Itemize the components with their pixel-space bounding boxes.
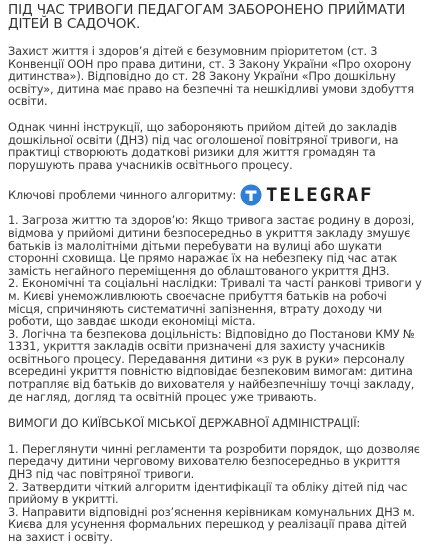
telegraf-logo-icon (240, 184, 262, 206)
demands-heading: ВИМОГИ ДО КИЇВСЬКОЇ МІСЬКОЇ ДЕРЖАВНОЇ АДМІНІСТРАЦІЇ: (8, 416, 360, 431)
list-item: 3. Логічна та безпекова доцільність: Відповідно до Постанови КМУ № 1331, укриття закладів освіти призначені для захисту учасників освітнього процесу. Передавання дитини «з рук в руки» персоналу всередині укриття повністю відповідає безпековим вимогам: дитина потрапляє від батьків до вихователя у найбезпечнішу точці закладу, де нагляд, догляд та освітній процес уже тривають. (8, 326, 415, 404)
list-item: 1. Переглянути чинні регламенти та розробити порядок, що дозволяє передачу дитини черговому вихователю безпосередньо в укриття ДНЗ під час повітряної тривоги. (8, 441, 420, 482)
list-item: 2. Економічні та соціальні наслідки: Тривалі та часті ранкові тривоги у м. Києві унеможливлюють своєчасне прибуття батьків на робочі місця, спричиняють систематичні запізнення, втрату доходу чи роботи, що завдає шкоди економіці міста. (8, 276, 422, 329)
demands-list (8, 443, 422, 544)
problems-list (8, 214, 422, 403)
telegraf-logo-text: TELEGRAF (265, 184, 374, 207)
context-paragraph: Однак чинні інструкції, що забороняють прийом дітей до закладів дошкільної освіти (ДНЗ) під час оголошеної повітряної тривоги, на практиці створюють додаткові ризики для життя громадян та порушують права учасників освітнього процесу. (8, 119, 399, 172)
petition-title: ПІД ЧАС ТРИВОГИ ПЕДАГОГАМ ЗАБОРОНЕНО ПРИЙМАТИ ДІТЕЙ В САДОЧОК. (8, 2, 406, 32)
list-item: 1. Загроза життю та здоров’ю: Якщо тривога застає родину в дорозі, відмова у прийомі дитини безпосередньо в укриття закладу змушує батьків із малолітніми дітьми перебувати на вулиці або шукати сторонні сховища. Це прямо наражає їх на небезпеку під час атак замість негайного переміщення до облаштованого укриття ДНЗ. (8, 213, 415, 278)
list-item: 2. Затвердити чіткий алгоритм ідентифікації та обліку дітей під час прийому в укритті. (8, 479, 408, 507)
intro-paragraph: Захист життя і здоров’я дітей є безумовним пріоритетом (ст. 3 Конвенції ООН про права дитини, ст. 3 Закону України «Про охорону дитинства»). Відповідно до ст. 28 Закону України «Про дошкільну освіту», дитина має право на безпечні та нешкідливі умови здобуття освіти. (8, 44, 414, 109)
key-problems-label: Ключові проблеми чинного алгоритму: (8, 188, 236, 203)
key-problems-row (8, 182, 422, 208)
list-item: 3. Направити відповідні роз’яснення керівникам комунальних ДНЗ м. Києва для усунення формальних перешкод у реалізації права дітей на захист і освіту. (8, 504, 415, 544)
telegraf-logo (240, 184, 374, 206)
